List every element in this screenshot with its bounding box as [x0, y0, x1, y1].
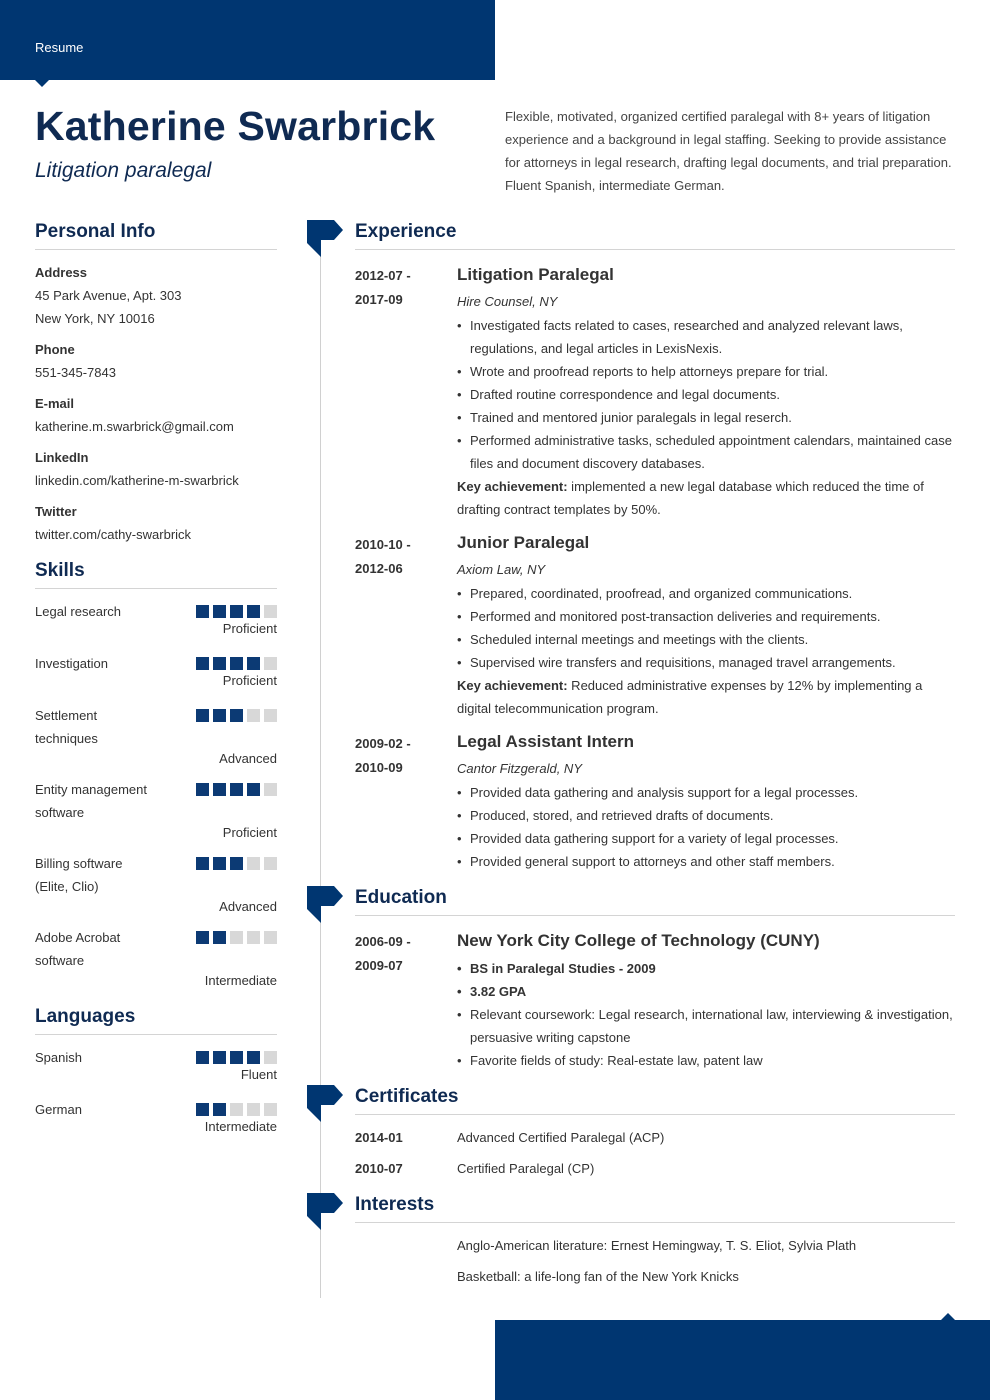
profile-summary: Flexible, motivated, organized certified paralegal with 8+ years of litigation experience and a background in legal staffing. Seeking to provide assistance for attorneys in legal research, drafting legal documents, and trial preparation. Fluent Spanish, intermediate German. — [505, 109, 952, 193]
skill-rating — [196, 709, 277, 722]
section-divider — [355, 249, 955, 250]
key-achievement: Key achievement: implemented a new legal database which reduced the time of drafting contract templates by 50%. — [457, 479, 924, 517]
job-company: Axiom Law, NY — [457, 562, 546, 577]
flag-marker-icon — [307, 886, 343, 923]
list-item: • Trained and mentored junior paralegals in legal reserch. — [457, 406, 957, 429]
rating-square-empty — [247, 709, 260, 722]
timeline-line — [320, 240, 321, 1298]
languages-section — [35, 1006, 277, 1035]
skill-level: Advanced — [219, 899, 277, 914]
rating-square-filled — [230, 1051, 243, 1064]
info-value: New York, NY 10016 — [35, 311, 155, 326]
skill-level: Advanced — [219, 751, 277, 766]
list-item: • Provided data gathering and analysis support for a legal processes. — [457, 781, 957, 804]
skills-heading: Skills — [35, 560, 85, 581]
experience-section — [355, 221, 955, 250]
candidate-name: Katherine Swarbrick — [35, 103, 436, 149]
flag-marker-icon — [307, 220, 343, 257]
rating-square-filled — [213, 783, 226, 796]
list-item: • Wrote and proofread reports to help attorneys prepare for trial. — [457, 360, 957, 383]
rating-square-empty — [264, 783, 277, 796]
skill-name: Investigation — [35, 656, 108, 671]
info-address — [35, 264, 277, 330]
rating-square-filled — [213, 857, 226, 870]
rating-square-filled — [230, 857, 243, 870]
list-item: • Drafted routine correspondence and legal documents. — [457, 383, 957, 406]
skill-name: Adobe Acrobat software — [35, 930, 121, 968]
job-bullets — [457, 781, 957, 873]
list-item: • Supervised wire transfers and requisitions, managed travel arrangements. — [457, 651, 957, 674]
list-item: • Favorite fields of study: Real-estate law, patent law — [457, 1049, 957, 1072]
rating-square-filled — [230, 709, 243, 722]
rating-square-filled — [196, 657, 209, 670]
skill-rating — [196, 657, 277, 670]
language-level: Fluent — [240, 1067, 277, 1082]
job-company: Cantor Fitzgerald, NY — [457, 761, 582, 776]
certificate-name: Certified Paralegal (CP) — [457, 1161, 595, 1176]
personal-info-section — [35, 221, 277, 250]
education-heading: Education — [355, 887, 447, 908]
rating-square-filled — [196, 1051, 209, 1064]
info-value: linkedin.com/katherine-m-swarbrick — [35, 473, 239, 488]
rating-square-filled — [213, 1103, 226, 1116]
education-dates: 2006-09 - 2009-07 — [355, 934, 411, 973]
interest-item: Anglo-American literature: Ernest Hemingway, T. S. Eliot, Sylvia Plath — [457, 1238, 857, 1253]
interests-section — [355, 1194, 955, 1223]
rating-square-filled — [230, 605, 243, 618]
header-notch — [35, 80, 49, 87]
info-value: twitter.com/cathy-swarbrick — [35, 527, 192, 542]
job-dates: 2010-10 - 2012-06 — [355, 537, 411, 576]
job-dates: 2009-02 - 2010-09 — [355, 736, 411, 775]
certificate-name: Advanced Certified Paralegal (ACP) — [457, 1130, 665, 1145]
certificates-section — [355, 1086, 955, 1115]
info-twitter — [35, 503, 277, 546]
rating-square-filled — [196, 931, 209, 944]
list-item: • Produced, stored, and retrieved drafts of documents. — [457, 804, 957, 827]
info-phone — [35, 341, 277, 384]
school-name: New York City College of Technology (CUNY) — [457, 931, 820, 950]
language-rating — [196, 1051, 277, 1064]
rating-square-filled — [213, 657, 226, 670]
rating-square-filled — [230, 657, 243, 670]
header-bar — [0, 0, 495, 80]
skill-level: Proficient — [222, 673, 277, 688]
rating-square-empty — [264, 709, 277, 722]
rating-square-filled — [213, 605, 226, 618]
skill-name: Settlement techniques — [35, 708, 98, 746]
section-divider — [35, 249, 277, 250]
skill-name: Entity management software — [35, 782, 148, 820]
list-item: • Scheduled internal meetings and meetings with the clients. — [457, 628, 957, 651]
footer-bar — [495, 1320, 990, 1400]
rating-square-filled — [247, 1051, 260, 1064]
info-value: katherine.m.swarbrick@gmail.com — [35, 419, 234, 434]
info-label: Address — [35, 265, 88, 280]
list-item: • Performed and monitored post-transaction deliveries and requirements. — [457, 605, 957, 628]
flag-marker-icon — [307, 1193, 343, 1230]
list-item: • Performed administrative tasks, scheduled appointment calendars, maintained case files and document discovery databases. — [457, 429, 957, 475]
rating-square-empty — [264, 1051, 277, 1064]
section-divider — [35, 588, 277, 589]
skill-level: Proficient — [222, 621, 277, 636]
rating-square-empty — [264, 1103, 277, 1116]
rating-square-filled — [247, 657, 260, 670]
list-item: • Investigated facts related to cases, researched and analyzed relevant laws, regulations, and legal articles in LexisNexis. — [457, 314, 957, 360]
rating-square-empty — [264, 857, 277, 870]
info-value: 45 Park Avenue, Apt. 303 — [35, 288, 182, 303]
skill-rating — [196, 857, 277, 870]
languages-heading: Languages — [35, 1006, 136, 1027]
skill-level: Proficient — [222, 825, 277, 840]
job-bullets — [457, 582, 957, 674]
rating-square-filled — [247, 605, 260, 618]
job-title: Legal Assistant Intern — [457, 732, 634, 751]
job-bullets — [457, 314, 957, 475]
info-value: 551-345-7843 — [35, 365, 116, 380]
section-divider — [35, 1034, 277, 1035]
education-section — [355, 887, 955, 916]
list-item: • BS in Paralegal Studies - 2009 — [457, 957, 957, 980]
job-title: Junior Paralegal — [457, 533, 590, 552]
certificate-date: 2010-07 — [355, 1161, 403, 1176]
skill-name: Billing software (Elite, Clio) — [35, 856, 123, 894]
list-item: • Provided data gathering support for a variety of legal processes. — [457, 827, 957, 850]
skill-rating — [196, 605, 277, 618]
flag-marker-icon — [307, 1085, 343, 1122]
job-dates: 2012-07 - 2017-09 — [355, 268, 411, 307]
info-email — [35, 395, 277, 438]
info-label: Twitter — [35, 504, 77, 519]
skill-rating — [196, 783, 277, 796]
footer-notch — [941, 1313, 955, 1320]
rating-square-empty — [264, 931, 277, 944]
experience-heading: Experience — [355, 221, 457, 242]
rating-square-empty — [230, 1103, 243, 1116]
interest-item: Basketball: a life-long fan of the New York Knicks — [457, 1269, 739, 1284]
skills-section — [35, 560, 277, 589]
job-title: Litigation Paralegal — [457, 265, 614, 284]
section-divider — [355, 1114, 955, 1115]
language-name: German — [35, 1102, 82, 1117]
language-name: Spanish — [35, 1050, 82, 1065]
info-linkedin — [35, 449, 277, 492]
rating-square-filled — [196, 709, 209, 722]
skill-level: Intermediate — [204, 973, 277, 988]
list-item: • Prepared, coordinated, proofread, and organized communications. — [457, 582, 957, 605]
skill-rating — [196, 931, 277, 944]
certificates-heading: Certificates — [355, 1086, 459, 1107]
language-level: Intermediate — [204, 1119, 277, 1134]
rating-square-empty — [264, 605, 277, 618]
rating-square-filled — [247, 783, 260, 796]
section-divider — [355, 915, 955, 916]
rating-square-filled — [196, 783, 209, 796]
list-item: • Provided general support to attorneys and other staff members. — [457, 850, 957, 873]
rating-square-empty — [230, 931, 243, 944]
rating-square-empty — [247, 1103, 260, 1116]
rating-square-filled — [213, 1051, 226, 1064]
info-label: Phone — [35, 342, 75, 357]
section-divider — [355, 1222, 955, 1223]
language-rating — [196, 1103, 277, 1116]
list-item: • Relevant coursework: Legal research, international law, interviewing & investigation, persuasive writing capstone — [457, 1003, 957, 1049]
personal-info-heading: Personal Info — [35, 221, 156, 242]
job-company: Hire Counsel, NY — [457, 294, 558, 309]
education-bullets — [457, 957, 957, 1072]
info-label: LinkedIn — [35, 450, 89, 465]
rating-square-filled — [213, 931, 226, 944]
list-item: • 3.82 GPA — [457, 980, 957, 1003]
rating-square-filled — [196, 857, 209, 870]
rating-square-filled — [230, 783, 243, 796]
info-label: E-mail — [35, 396, 75, 411]
rating-square-empty — [264, 657, 277, 670]
skill-name: Legal research — [35, 604, 121, 619]
candidate-title: Litigation paralegal — [35, 159, 212, 182]
rating-square-filled — [196, 1103, 209, 1116]
rating-square-filled — [196, 605, 209, 618]
interests-heading: Interests — [355, 1194, 435, 1215]
key-achievement: Key achievement: Reduced administrative expenses by 12% by implementing a digital telecommunication program. — [457, 678, 923, 716]
rating-square-empty — [247, 857, 260, 870]
rating-square-empty — [247, 931, 260, 944]
rating-square-filled — [213, 709, 226, 722]
resume-tab-label: Resume — [35, 40, 84, 55]
certificate-date: 2014-01 — [355, 1130, 403, 1145]
